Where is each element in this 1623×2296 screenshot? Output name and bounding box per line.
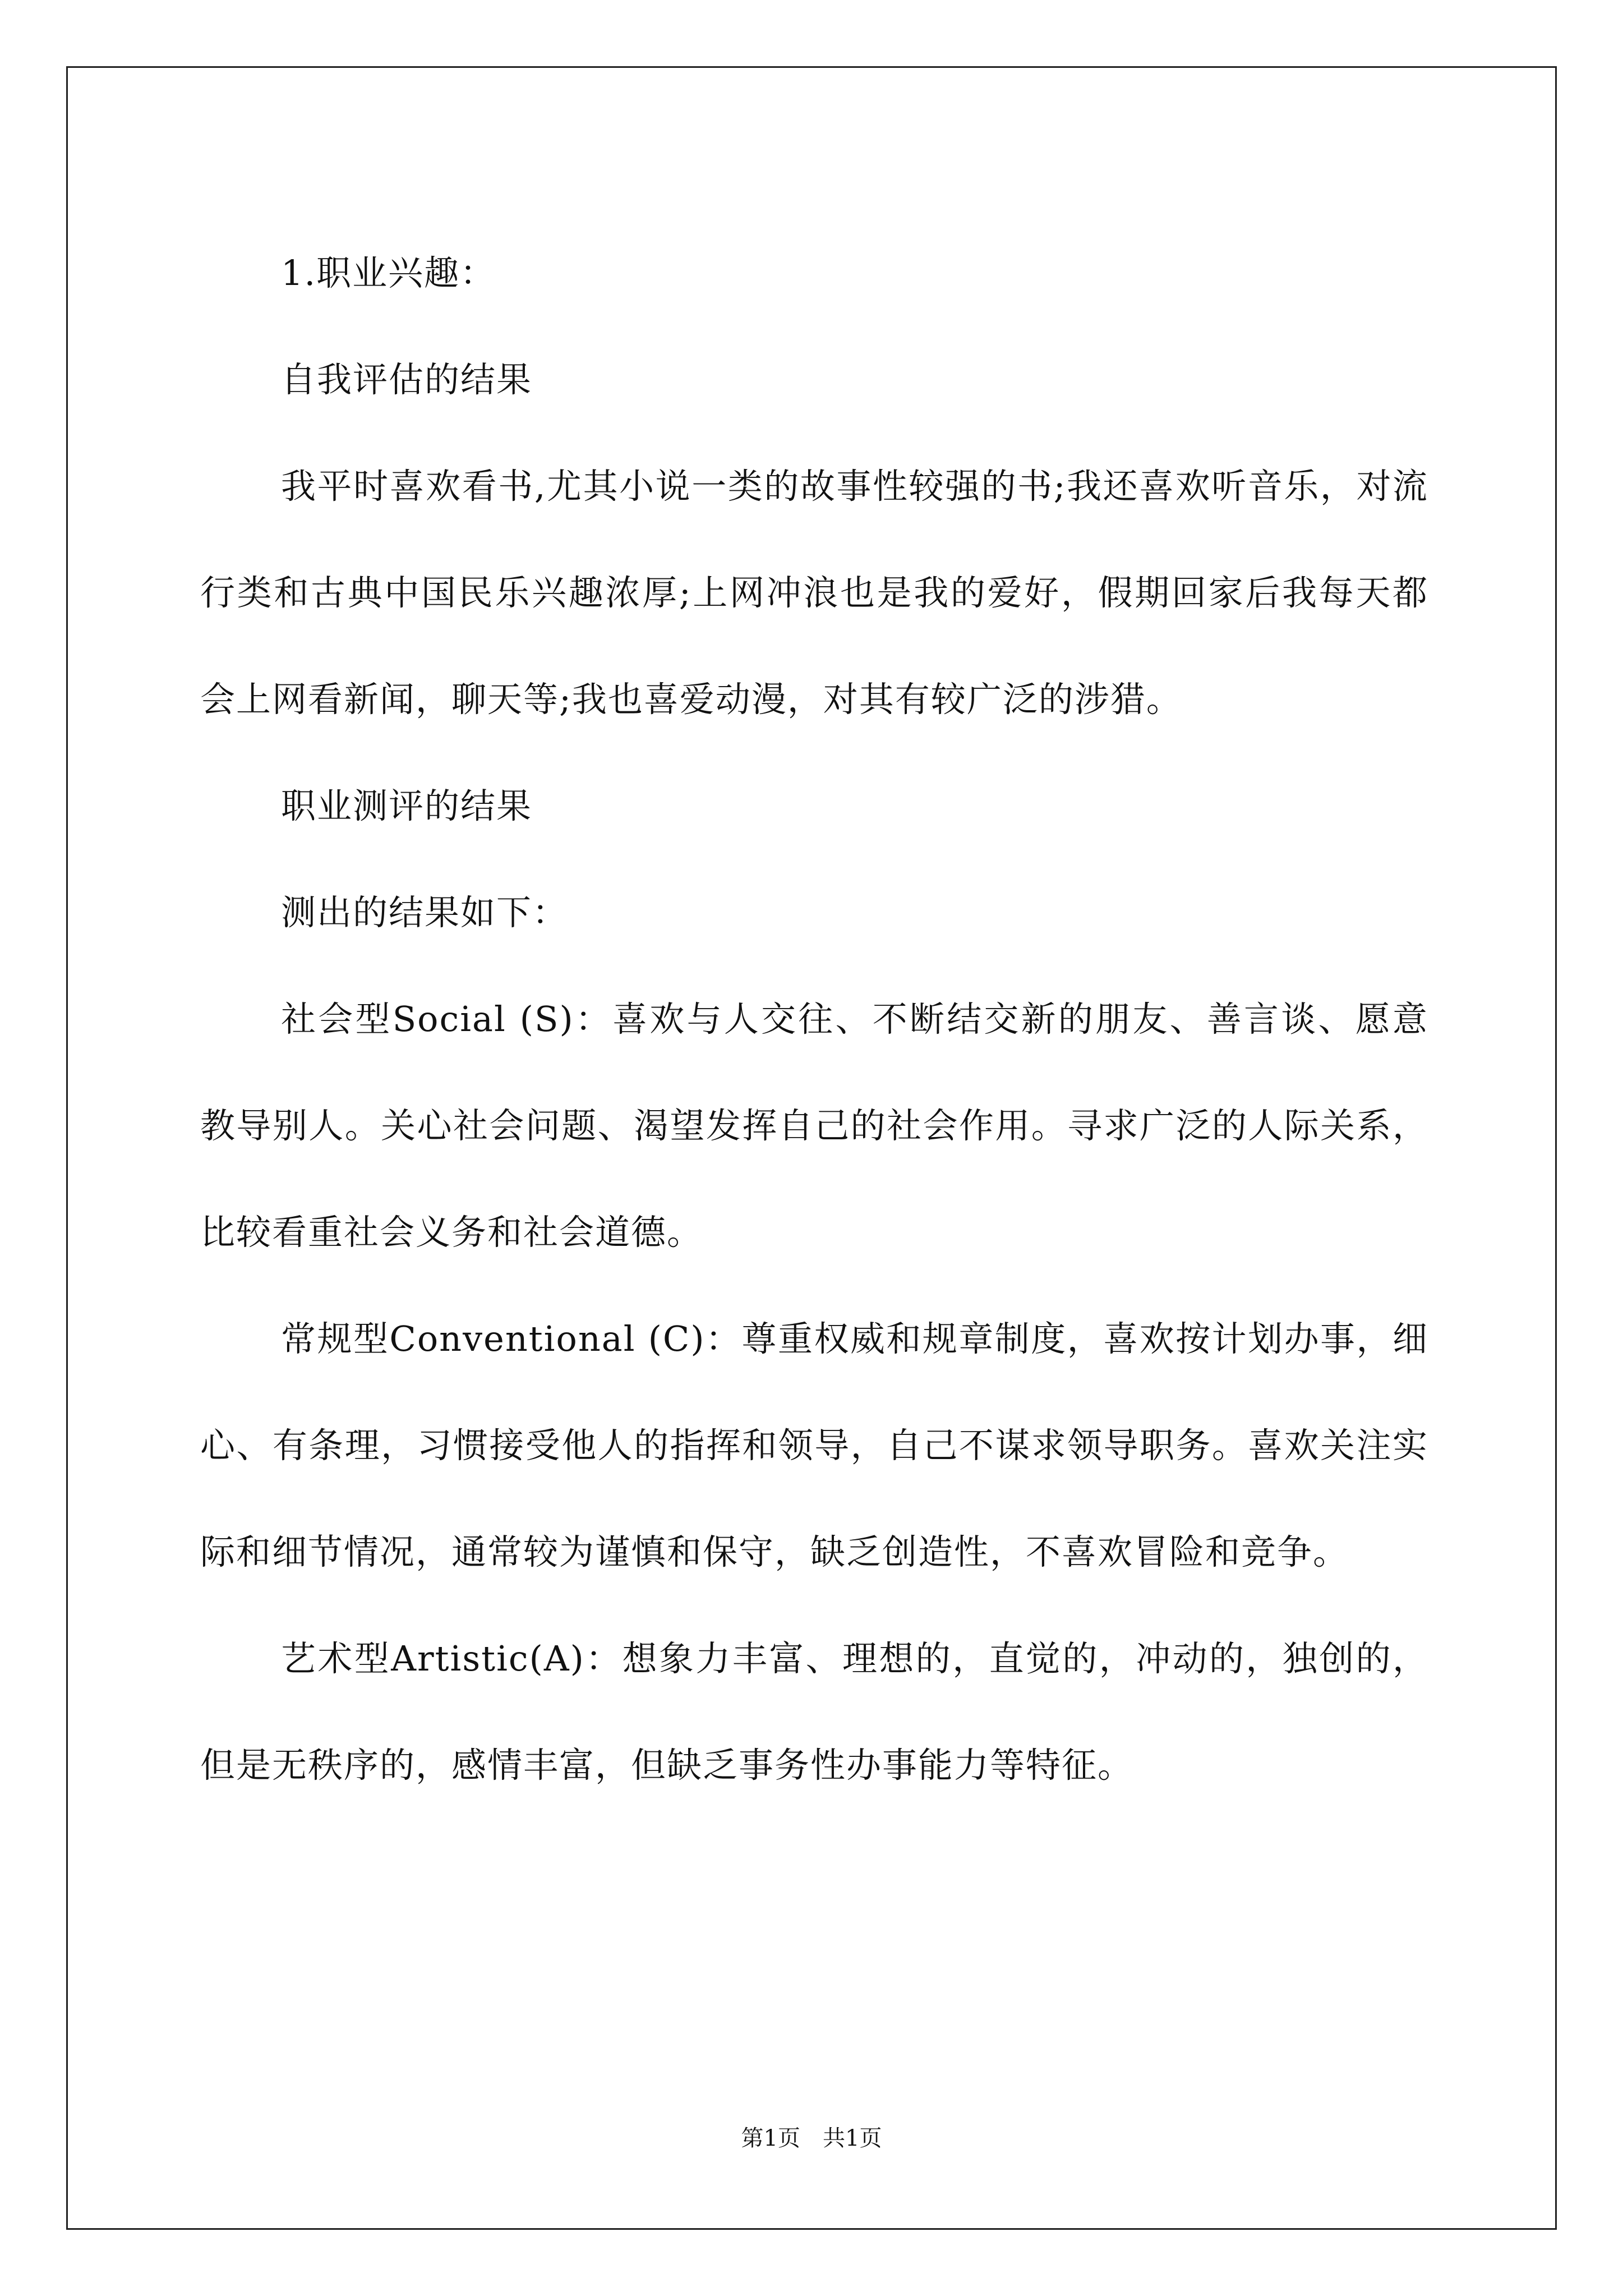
paragraph-conventional-type: 常规型Conventional (C)：尊重权威和规章制度，喜欢按计划办事，细心、有条理，习惯接受他人的指挥和领导，自己不谋求领导职务。喜欢关注实际和细节情况，通常较为谨慎和保守，缺乏创造性，不喜欢冒险和竞争。: [200, 1318, 1428, 1572]
paragraph-artistic-type: 艺术型Artistic(A)：想象力丰富、理想的，直觉的，冲动的，独创的，但是无秩序的，感情丰富，但缺乏事务性办事能力等特征。: [200, 1638, 1428, 1786]
page-footer: 第1页 共1页: [741, 2125, 882, 2151]
subheading-self-assessment: 自我评估的结果: [281, 359, 533, 400]
heading-career-interest: 1.职业兴趣：: [281, 252, 496, 293]
document-body: [200, 220, 1428, 1819]
paragraph-social-type: 社会型Social (S)：喜欢与人交往、不断结交新的朋友、善言谈、愿意教导别人。关心社会问题、渴望发挥自己的社会作用。寻求广泛的人际关系，比较看重社会义务和社会道德。: [200, 999, 1428, 1253]
paragraph-results-intro: 测出的结果如下：: [281, 892, 569, 933]
subheading-career-test: 职业测评的结果: [281, 785, 533, 826]
paragraph-hobbies: 我平时喜欢看书,尤其小说一类的故事性较强的书;我还喜欢听音乐，对流行类和古典中国民乐兴趣浓厚;上网冲浪也是我的爱好，假期回家后我每天都会上网看新闻，聊天等;我也喜爱动漫，对其有较广泛的涉猎。: [200, 466, 1428, 720]
